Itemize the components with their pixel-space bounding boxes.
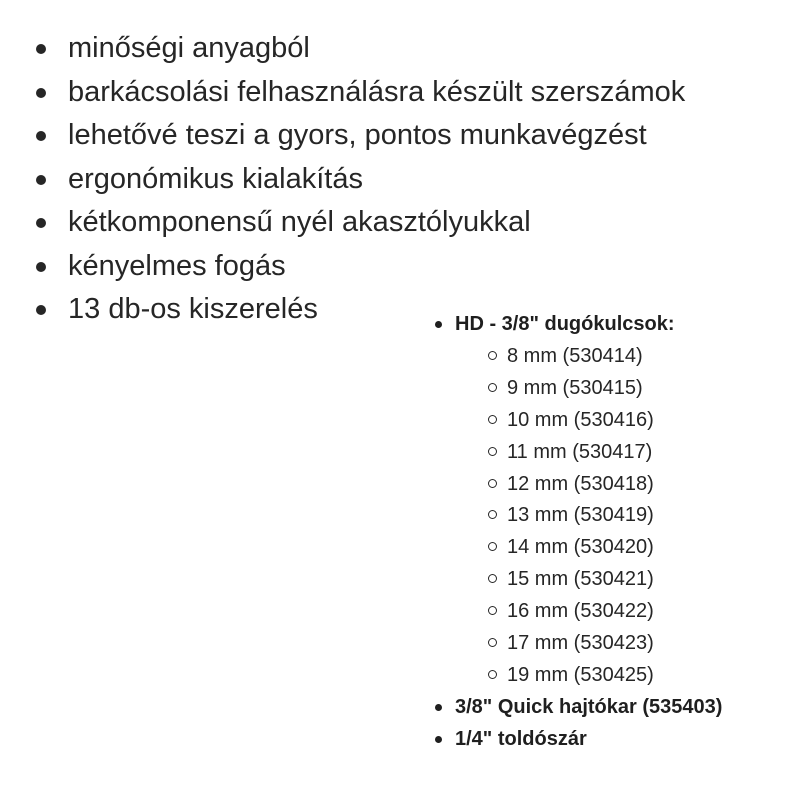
ratchet-label: 3/8" Quick hajtókar (535403) [455,695,723,718]
contents-item-extension [432,723,722,755]
socket-text: 8 mm (530414) [507,345,643,367]
socket-text: 19 mm (530425) [507,663,654,686]
socket-item [455,340,722,372]
feature-text: barkácsolási felhasználásra készült szerszámok [68,75,686,108]
feature-item [30,158,685,202]
extension-label: 1/4" toldószár [455,727,587,750]
socket-text: 13 mm (530419) [507,504,654,527]
feature-text: kényelmes fogás [68,249,286,282]
socket-item [455,659,722,691]
circle-bullet-icon [488,574,497,583]
circle-bullet-icon [488,479,497,488]
circle-bullet-icon [488,542,497,551]
bullet-icon [435,321,442,328]
socket-item [455,436,722,468]
bullet-icon [36,262,46,272]
bullet-icon [36,175,46,185]
socket-text: 12 mm (530418) [507,472,654,495]
bullet-icon [435,736,442,743]
socket-text: 11 mm (530417) [507,440,653,463]
circle-bullet-icon [488,415,497,424]
bullet-icon [36,218,46,228]
feature-item [30,114,685,158]
contents-item-sockets [432,308,722,691]
socket-text: 14 mm (530420) [507,536,654,559]
bullet-icon [435,704,442,711]
socket-text: 9 mm (530415) [507,376,643,399]
contents-item-ratchet [432,691,722,723]
socket-item [455,531,722,563]
socket-text: 15 mm (530421) [507,568,654,591]
sockets-label: HD - 3/8" dugókulcsok: [455,313,675,335]
circle-bullet-icon [488,351,497,360]
feature-item [30,27,685,71]
socket-text: 17 mm (530423) [507,632,654,655]
socket-text: 16 mm (530422) [507,600,654,623]
feature-text: ergonómikus kialakítás [68,162,363,195]
bullet-icon [36,44,46,54]
feature-item [30,71,685,115]
bullet-icon [36,131,46,141]
circle-bullet-icon [488,510,497,519]
circle-bullet-icon [488,638,497,647]
feature-text: kétkomponensű nyél akasztólyukkal [68,206,531,238]
socket-item [455,499,722,531]
circle-bullet-icon [488,606,497,615]
feature-list [30,27,685,332]
bullet-icon [36,88,46,98]
socket-item [455,404,722,436]
feature-text: lehetővé teszi a gyors, pontos munkavégzést [68,119,647,151]
circle-bullet-icon [488,383,497,392]
socket-item [455,372,722,404]
socket-size-list [455,340,722,691]
feature-text: 13 db-os kiszerelés [68,293,318,325]
circle-bullet-icon [488,670,497,679]
socket-item [455,595,722,627]
feature-item [30,245,685,289]
package-contents-list [432,308,722,755]
feature-text: minőségi anyagból [68,32,310,64]
socket-text: 10 mm (530416) [507,408,654,431]
feature-item [30,201,685,245]
circle-bullet-icon [488,447,497,456]
socket-item [455,468,722,500]
socket-item [455,563,722,595]
bullet-icon [36,305,46,315]
socket-item [455,627,722,659]
